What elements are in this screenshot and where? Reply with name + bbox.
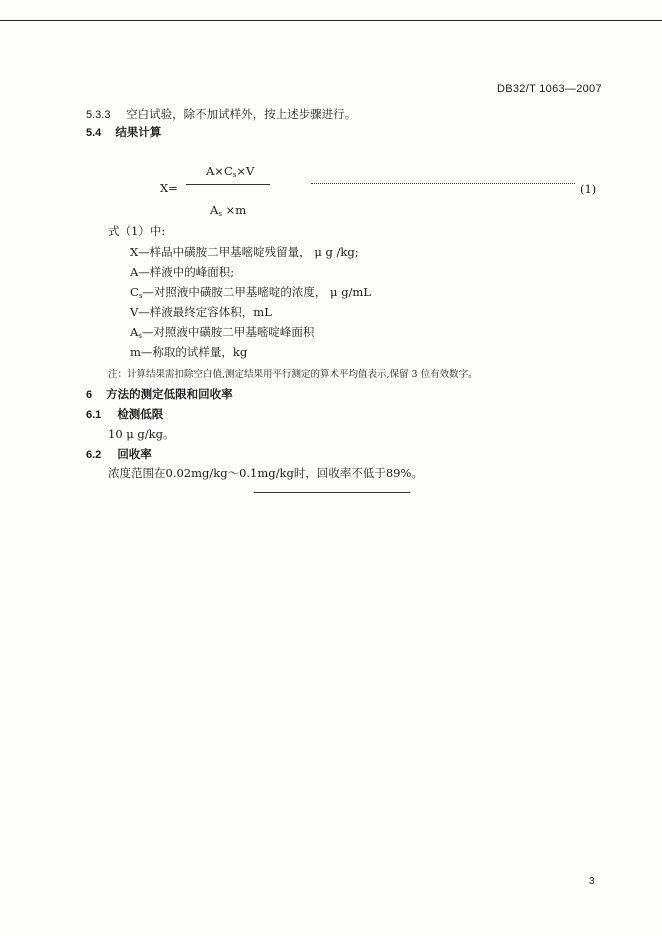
denominator-part: A <box>210 203 219 217</box>
section-number: 6.2 <box>86 449 102 461</box>
variable-m: m—称取的试样量，kg <box>130 345 248 359</box>
denominator-part: ×m <box>221 203 247 217</box>
equation-number: (1) <box>580 182 597 196</box>
detection-limit-text: 10 μ g/kg。 <box>108 427 175 441</box>
section-5-4-heading <box>86 124 161 140</box>
formula-denominator <box>210 203 246 218</box>
header-rule <box>0 20 662 21</box>
numerator-subscript: s <box>232 171 237 179</box>
note: 注：计算结果需扣除空白值,测定结果用平行测定的算术平均值表示,保留 3 位有效数字。 <box>108 369 478 380</box>
recovery-text: 浓度范围在0.02mg/kg～0.1mg/kg时，回收率不低于89%。 <box>108 466 423 480</box>
section-5-3-3 <box>86 106 356 122</box>
variable-as <box>130 324 314 340</box>
variable-desc: —对照液中磺胺二甲基嘧啶的浓度， μ g/mL <box>142 285 371 299</box>
formula-lhs: X= <box>160 181 178 195</box>
where-label: 式（1）中: <box>108 224 166 238</box>
section-text: 空白试验，除不加试样外，按上述步骤进行。 <box>126 107 357 121</box>
section-title: 检测低限 <box>117 407 164 421</box>
page-number: 3 <box>589 876 595 887</box>
section-title: 方法的测定低限和回收率 <box>106 387 233 401</box>
variable-v: V—样液最终定容体积，mL <box>130 305 272 319</box>
variable-desc: —对照液中磺胺二甲基嘧啶峰面积 <box>141 325 315 339</box>
leader-dots <box>311 183 575 184</box>
fraction-bar <box>186 184 270 185</box>
numerator-part: ×V <box>236 164 255 178</box>
section-6-1-heading <box>86 406 163 422</box>
formula-numerator <box>206 164 254 179</box>
variable-symbol: A <box>130 325 139 339</box>
section-number: 6.1 <box>86 409 102 421</box>
section-title: 结果计算 <box>115 125 162 139</box>
section-number: 5.4 <box>86 127 102 139</box>
variable-a: A—样液中的峰面积; <box>130 265 235 279</box>
variable-subscript: s <box>138 292 143 300</box>
section-number: 5.3.3 <box>86 109 111 121</box>
variable-x: X—样品中磺胺二甲基嘧啶残留量， μ g /kg; <box>130 245 359 259</box>
variable-symbol: C <box>130 285 139 299</box>
variable-cs <box>130 284 371 300</box>
section-title: 回收率 <box>117 447 152 461</box>
section-6-2-heading <box>86 446 152 462</box>
numerator-part: A×C <box>206 164 233 178</box>
denominator-subscript: s <box>218 210 222 218</box>
section-6-heading <box>86 386 233 402</box>
section-number: 6 <box>86 389 93 401</box>
end-rule <box>254 492 410 493</box>
variable-subscript: s <box>138 332 142 340</box>
document-code: DB32/T 1063—2007 <box>497 83 602 95</box>
